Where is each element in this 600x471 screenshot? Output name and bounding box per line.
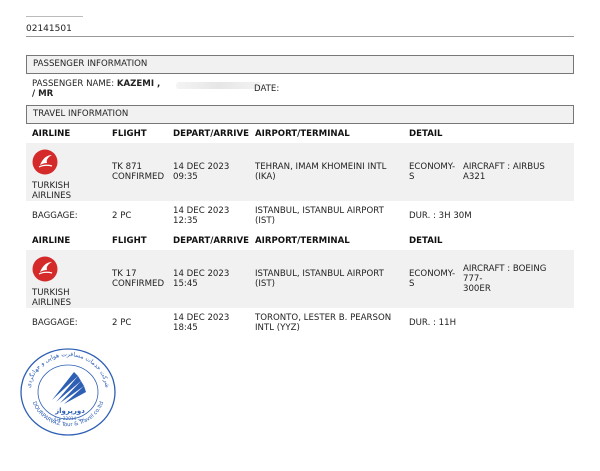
depart-date: 14 DEC 2023 bbox=[173, 162, 230, 172]
depart-airport: ISTANBUL, ISTANBUL AIRPORT (IST) bbox=[249, 250, 403, 308]
col-airline: AIRLINE bbox=[32, 128, 71, 139]
col-depart-arrive: DEPART/ARRIVE bbox=[173, 235, 250, 246]
flight-table bbox=[26, 124, 574, 338]
col-airport-terminal: AIRPORT/TERMINAL bbox=[255, 235, 350, 246]
aircraft-type bbox=[457, 250, 574, 308]
depart-airport: TEHRAN, IMAM KHOMEINI INTL (IKA) bbox=[249, 143, 403, 201]
arrive-time: 12:35 bbox=[173, 216, 198, 226]
stamp-registration: ثبت 22014 تهران bbox=[51, 416, 85, 421]
arrive-cell bbox=[167, 308, 249, 338]
turkish-airlines-logo-icon bbox=[32, 256, 58, 282]
travel-section-title: TRAVEL INFORMATION bbox=[26, 105, 574, 124]
arrive-airport-line2: INTL (YYZ) bbox=[255, 323, 300, 333]
col-flight: FLIGHT bbox=[112, 235, 147, 246]
baggage-label: BAGGAGE: bbox=[32, 318, 78, 328]
stamp-emblem-icon bbox=[52, 372, 86, 404]
aircraft-type bbox=[457, 143, 574, 201]
passenger-row bbox=[26, 74, 574, 105]
col-detail: DETAIL bbox=[409, 128, 443, 139]
airline-name: TURKISH bbox=[32, 181, 70, 191]
cabin-class-line1: ECONOMY- bbox=[409, 162, 456, 172]
stamp-text-top: شرکت خدمات مسافرت هوایی و جهانگردی bbox=[25, 350, 111, 389]
col-airport-terminal: AIRPORT/TERMINAL bbox=[255, 128, 350, 139]
flight-status: CONFIRMED bbox=[112, 279, 165, 289]
baggage-row bbox=[26, 308, 574, 338]
arrive-date: 14 DEC 2023 bbox=[173, 206, 230, 216]
arrive-cell bbox=[167, 201, 249, 231]
baggage-label: BAGGAGE: bbox=[32, 211, 78, 221]
turkish-airlines-logo-icon bbox=[32, 149, 58, 175]
passenger-section-title: PASSENGER INFORMATION bbox=[26, 55, 574, 74]
date-label: DATE: bbox=[254, 84, 280, 94]
cabin-class-line2: S bbox=[409, 172, 415, 182]
col-airline: AIRLINE bbox=[32, 235, 71, 246]
header-divider bbox=[26, 36, 574, 37]
flight-number: TK 17 bbox=[112, 269, 137, 279]
cabin-class-line2: S bbox=[409, 279, 415, 289]
flight-duration: DUR. : 11H bbox=[409, 318, 457, 328]
depart-cell bbox=[167, 143, 249, 201]
depart-date: 14 DEC 2023 bbox=[173, 269, 230, 279]
table-header-row bbox=[26, 124, 574, 143]
cabin-class-line1: ECONOMY- bbox=[409, 269, 456, 279]
baggage-row bbox=[26, 201, 574, 231]
depart-cell bbox=[167, 250, 249, 308]
flight-row bbox=[26, 250, 574, 308]
aircraft-line1: AIRCRAFT : AIRBUS A321 bbox=[463, 162, 545, 182]
flight-duration: DUR. : 3H 30M bbox=[409, 211, 472, 221]
depart-time: 09:35 bbox=[173, 172, 198, 182]
airline-name-line2: AIRLINES bbox=[32, 298, 72, 308]
baggage-value: 2 PC bbox=[112, 211, 132, 221]
company-stamp bbox=[14, 346, 122, 437]
stamp-company-name: دورپرواز bbox=[55, 407, 85, 415]
arrive-airport bbox=[249, 308, 403, 338]
col-detail: DETAIL bbox=[409, 235, 443, 246]
flight-cell bbox=[106, 143, 167, 201]
stamp-text-bottom: DOURPARVAZ Tour & Travel co.ltd bbox=[30, 400, 106, 429]
col-flight: FLIGHT bbox=[112, 128, 147, 139]
arrive-airport-line1: ISTANBUL, ISTANBUL AIRPORT (IST) bbox=[255, 206, 384, 226]
arrive-airport-line1: TORONTO, LESTER B. PEARSON bbox=[255, 313, 392, 323]
flight-row bbox=[26, 143, 574, 201]
col-depart-arrive: DEPART/ARRIVE bbox=[173, 128, 250, 139]
depart-time: 15:45 bbox=[173, 279, 198, 289]
arrive-time: 18:45 bbox=[173, 323, 198, 333]
aircraft-line2: 300ER bbox=[463, 284, 491, 294]
passenger-title: / MR bbox=[32, 89, 54, 99]
top-rule bbox=[26, 16, 83, 17]
airline-cell bbox=[26, 143, 106, 201]
aircraft-line1: AIRCRAFT : BOEING 777- bbox=[463, 264, 547, 284]
flight-status: CONFIRMED bbox=[112, 172, 165, 182]
airline-name: TURKISH bbox=[32, 288, 70, 298]
passenger-name bbox=[32, 79, 182, 99]
cabin-class bbox=[403, 143, 457, 201]
redacted-name bbox=[176, 82, 262, 89]
cabin-class bbox=[403, 250, 457, 308]
reference-number: 02141501 bbox=[26, 24, 72, 34]
passenger-name-label: PASSENGER NAME: bbox=[32, 79, 115, 89]
arrive-airport bbox=[249, 201, 403, 231]
baggage-value: 2 PC bbox=[112, 318, 132, 328]
flight-number: TK 871 bbox=[112, 162, 143, 172]
table-header-row bbox=[26, 231, 574, 250]
airline-cell bbox=[26, 250, 106, 308]
flight-cell bbox=[106, 250, 167, 308]
passenger-name-value: KAZEMI , bbox=[116, 79, 161, 89]
airline-name-line2: AIRLINES bbox=[32, 191, 72, 201]
arrive-date: 14 DEC 2023 bbox=[173, 313, 230, 323]
itinerary-card bbox=[26, 55, 574, 338]
